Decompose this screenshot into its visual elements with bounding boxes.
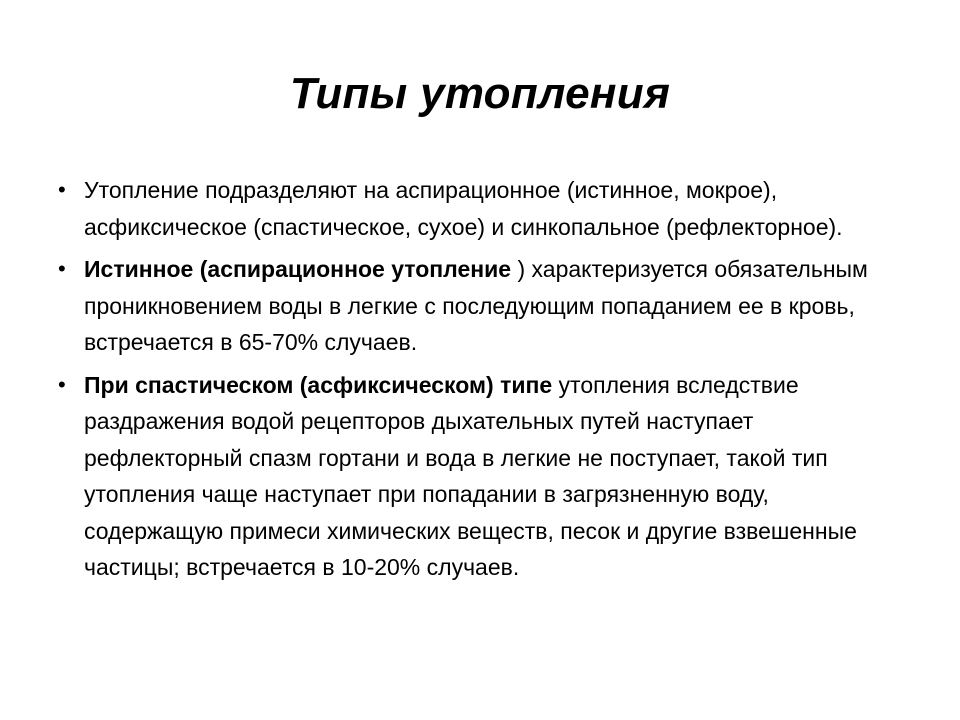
bullet-item-3 (52, 367, 912, 586)
bullet-bold-text: При спастическом (асфиксическом) типе (84, 371, 553, 398)
bullet-icon: • (58, 177, 66, 202)
bullet-icon: • (58, 256, 66, 281)
bullet-text: ) характеризуется обязательным проникновением воды в легкие с последующим попаданием ее в кровь, встречается в 65-70% случаев. (84, 256, 868, 355)
bullet-list (52, 172, 912, 592)
bullet-item-1 (52, 172, 912, 245)
bullet-text: Утопление подразделяют на аспирационное (истинное, мокрое), асфиксическое (спастическое, сухое) и синкопальное (рефлекторное). (84, 177, 843, 240)
bullet-icon: • (58, 371, 66, 397)
bullet-text: утопления вследствие раздражения водой рецепторов дыхательных путей наступает рефлекторный спазм гортани и вода в легкие не поступает, такой тип утопления чаще наступает при попадании в загрязненную воду, содержащую примеси химических веществ, песок и другие взвешенные частицы; встречается в 10-20% случаев. (84, 371, 857, 580)
bullet-bold-text: Истинное (аспирационное утопление (84, 256, 512, 282)
bullet-item-2 (52, 251, 912, 361)
slide-title: Типы утопления (289, 69, 671, 118)
